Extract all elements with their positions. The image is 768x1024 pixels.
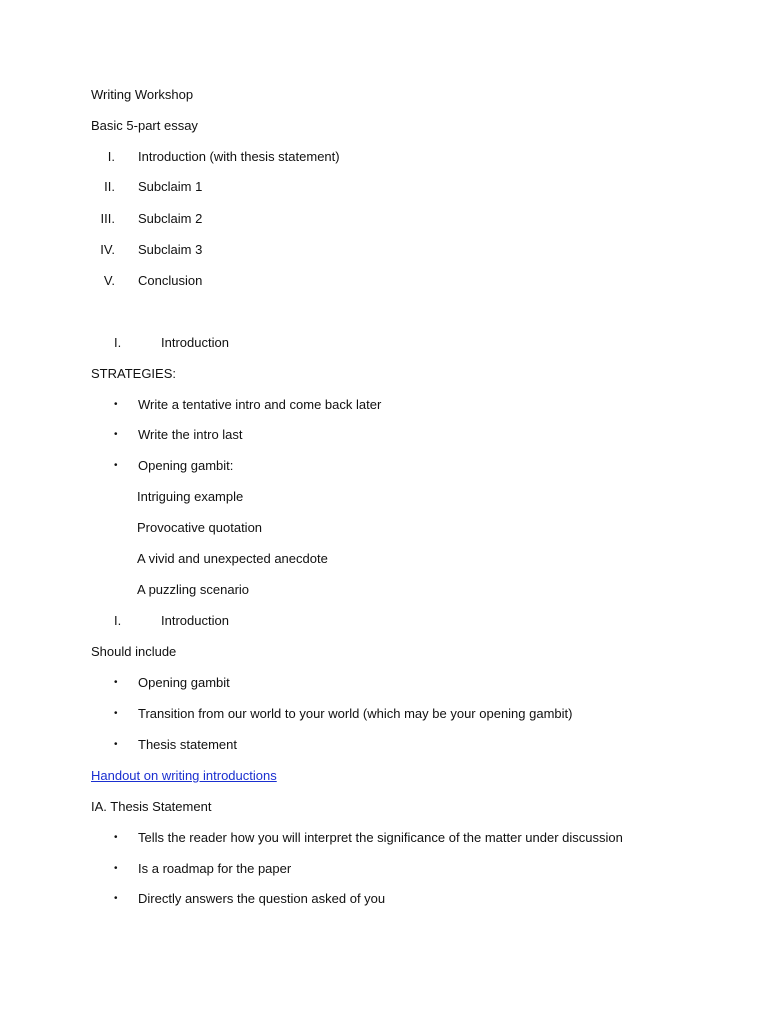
gambit-item: Intriguing example [137, 489, 244, 504]
list-item: Thesis statement [138, 737, 237, 752]
outline-number: III. [100, 211, 115, 226]
bullet-icon: • [114, 708, 118, 719]
outline-item: Subclaim 2 [138, 211, 203, 226]
thesis-label: IA. Thesis Statement [91, 799, 212, 814]
outline-number: IV. [100, 242, 115, 257]
list-item: Opening gambit [138, 675, 230, 690]
list-item: Directly answers the question asked of you [138, 891, 386, 906]
bullet-icon: • [114, 460, 118, 471]
outline-item: Conclusion [138, 273, 203, 288]
should-include-label: Should include [91, 644, 177, 659]
bullet-icon: • [114, 429, 118, 440]
list-item: Write a tentative intro and come back later [138, 397, 382, 412]
bullet-icon: • [114, 832, 118, 843]
list-item: Tells the reader how you will interpret the significance of the matter under discussion [138, 830, 623, 845]
list-item: Is a roadmap for the paper [138, 861, 292, 876]
list-item: Opening gambit: [138, 458, 234, 473]
bullet-icon: • [114, 399, 118, 410]
outline-number: V. [103, 273, 115, 288]
strategies-label: STRATEGIES: [91, 366, 176, 381]
bullet-icon: • [114, 739, 118, 750]
document-title: Writing Workshop [91, 87, 194, 102]
outline-number: II. [104, 179, 115, 194]
list-item: Transition from our world to your world (which may be your opening gambit) [138, 706, 573, 721]
section-heading: Introduction [161, 613, 229, 628]
outline-number: I. [107, 149, 115, 164]
list-item: Write the intro last [138, 427, 243, 442]
section-heading: Introduction [161, 335, 229, 350]
gambit-item: A puzzling scenario [137, 582, 250, 597]
outline-item: Introduction (with thesis statement) [138, 149, 340, 164]
bullet-icon: • [114, 863, 118, 874]
outline-item: Subclaim 1 [138, 179, 203, 194]
gambit-item: Provocative quotation [137, 520, 263, 535]
section-number: I. [114, 335, 122, 350]
gambit-item: A vivid and unexpected anecdote [137, 551, 328, 566]
document-subtitle: Basic 5-part essay [91, 118, 198, 133]
handout-link[interactable]: Handout on writing introductions [91, 768, 277, 783]
section-number: I. [114, 613, 122, 628]
bullet-icon: • [114, 677, 118, 688]
outline-item: Subclaim 3 [138, 242, 203, 257]
bullet-icon: • [114, 893, 118, 904]
